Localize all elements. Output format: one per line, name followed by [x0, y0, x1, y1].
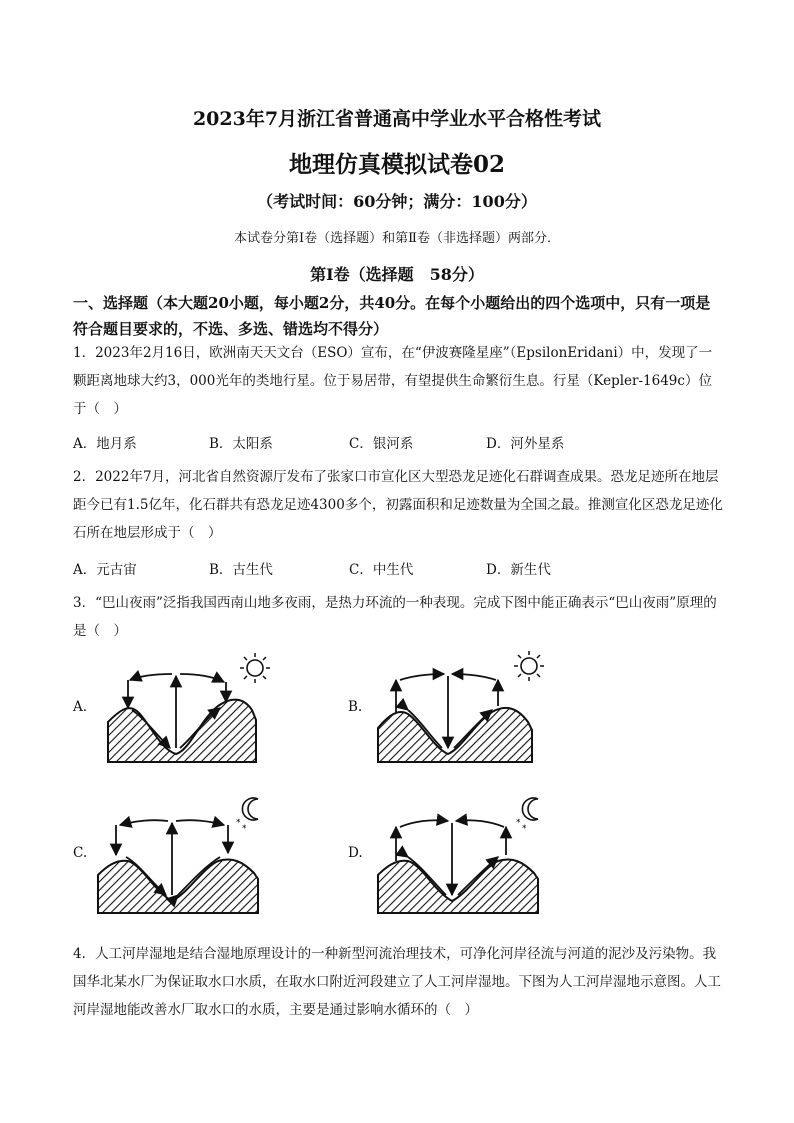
top-flow-right: [456, 820, 504, 827]
question-3-stem: 3．“巴山夜雨”泛指我国西南山地多夜雨，是热力环流的一种表现。完成下图中能正确表示“巴山夜雨”原理的是（ ）: [73, 595, 717, 639]
top-flow-right: [180, 674, 224, 682]
part-one-heading: 第Ⅰ卷（选择题 58分）: [310, 265, 484, 284]
mountain-terrain: [378, 708, 532, 762]
paper-title: 地理仿真模拟试卷02: [288, 151, 505, 178]
mountain-terrain: [98, 860, 258, 914]
diagram-b-label[interactable]: B.: [348, 699, 363, 715]
diagram-a[interactable]: [100, 650, 280, 770]
top-flow-right: [176, 820, 224, 825]
diagram-d-label[interactable]: D.: [348, 845, 363, 861]
mountain-terrain: [108, 700, 256, 762]
question-4-stem: 4．人工河岸湿地是结合湿地原理设计的一种新型河流治理技术，可净化河岸径流与河道的泥沙及污染物。我国华北某水厂为保证取水口水质，在取水口附近河段建立了人工河岸湿地。下图为人工河岸湿地示意图。人工河岸湿地能改善水厂取水口的水质，主要是通过影响水循环的（ ）: [73, 946, 721, 1018]
moon-stars-icon: [516, 798, 538, 834]
top-flow-left: [400, 820, 448, 827]
section-instructions: 一、选择题（本大题20小题，每小题2分，共40分。在每个小题给出的四个选项中，只有一项是符合题目要求的，不选、多选、错选均不得分）: [73, 294, 711, 338]
option-b[interactable]: B．古生代: [209, 562, 273, 578]
svg-text:*: *: [522, 824, 527, 834]
diagram-b[interactable]: [372, 650, 552, 770]
question-1-options: [73, 432, 725, 458]
mountain-terrain: [378, 860, 538, 914]
diagram-c-label[interactable]: C.: [73, 845, 88, 861]
svg-text:*: *: [236, 818, 241, 828]
diagram-a-label[interactable]: A.: [73, 699, 88, 715]
exam-title: 2023年7月浙江省普通高中学业水平合格性考试: [192, 108, 602, 130]
top-flow-right: [452, 674, 496, 680]
option-c[interactable]: C．中生代: [349, 562, 414, 578]
svg-text:*: *: [516, 818, 521, 828]
diagram-d[interactable]: [372, 795, 562, 920]
question-2-stem: 2．2022年7月，河北省自然资源厅发布了张家口市宣化区大型恐龙足迹化石群调查成果。恐龙足迹所在地层距今已有1.5亿年，化石群共有恐龙足迹4300多个，初露面积和足迹数量为全国之最。推测宣化区恐龙足迹化石所在地层形成于（ ）: [73, 469, 723, 541]
diagram-c[interactable]: [92, 795, 282, 920]
option-c[interactable]: C．银河系: [349, 436, 414, 452]
top-flow-left: [130, 674, 172, 680]
paper-structure-note: 本试卷分第Ⅰ卷（选择题）和第Ⅱ卷（非选择题）两部分．: [234, 231, 560, 246]
option-a[interactable]: A．地月系: [73, 436, 137, 452]
sun-icon: [514, 651, 544, 681]
option-b[interactable]: B．太阳系: [209, 436, 273, 452]
svg-text:*: *: [242, 824, 247, 834]
question-1-stem: 1．2023年2月16日，欧洲南天天文台（ESO）宣布，在“伊波赛隆星座”（EpsilonEridani）中，发现了一颗距离地球大约3，000光年的类地行星。位于易居带，有望提供生命繁衍生息。行星（Kepler-1649c）位于（ ）: [73, 345, 713, 417]
option-a[interactable]: A．元古宙: [73, 562, 137, 578]
moon-stars-icon: [236, 798, 258, 834]
exam-time-score: （考试时间：60分钟；满分：100分）: [257, 192, 537, 211]
sun-icon: [240, 653, 270, 683]
option-d[interactable]: D．新生代: [486, 562, 551, 578]
option-d[interactable]: D．河外星系: [486, 436, 565, 452]
top-flow-left: [120, 820, 168, 825]
question-2-options: [73, 558, 725, 584]
top-flow-left: [400, 674, 444, 680]
